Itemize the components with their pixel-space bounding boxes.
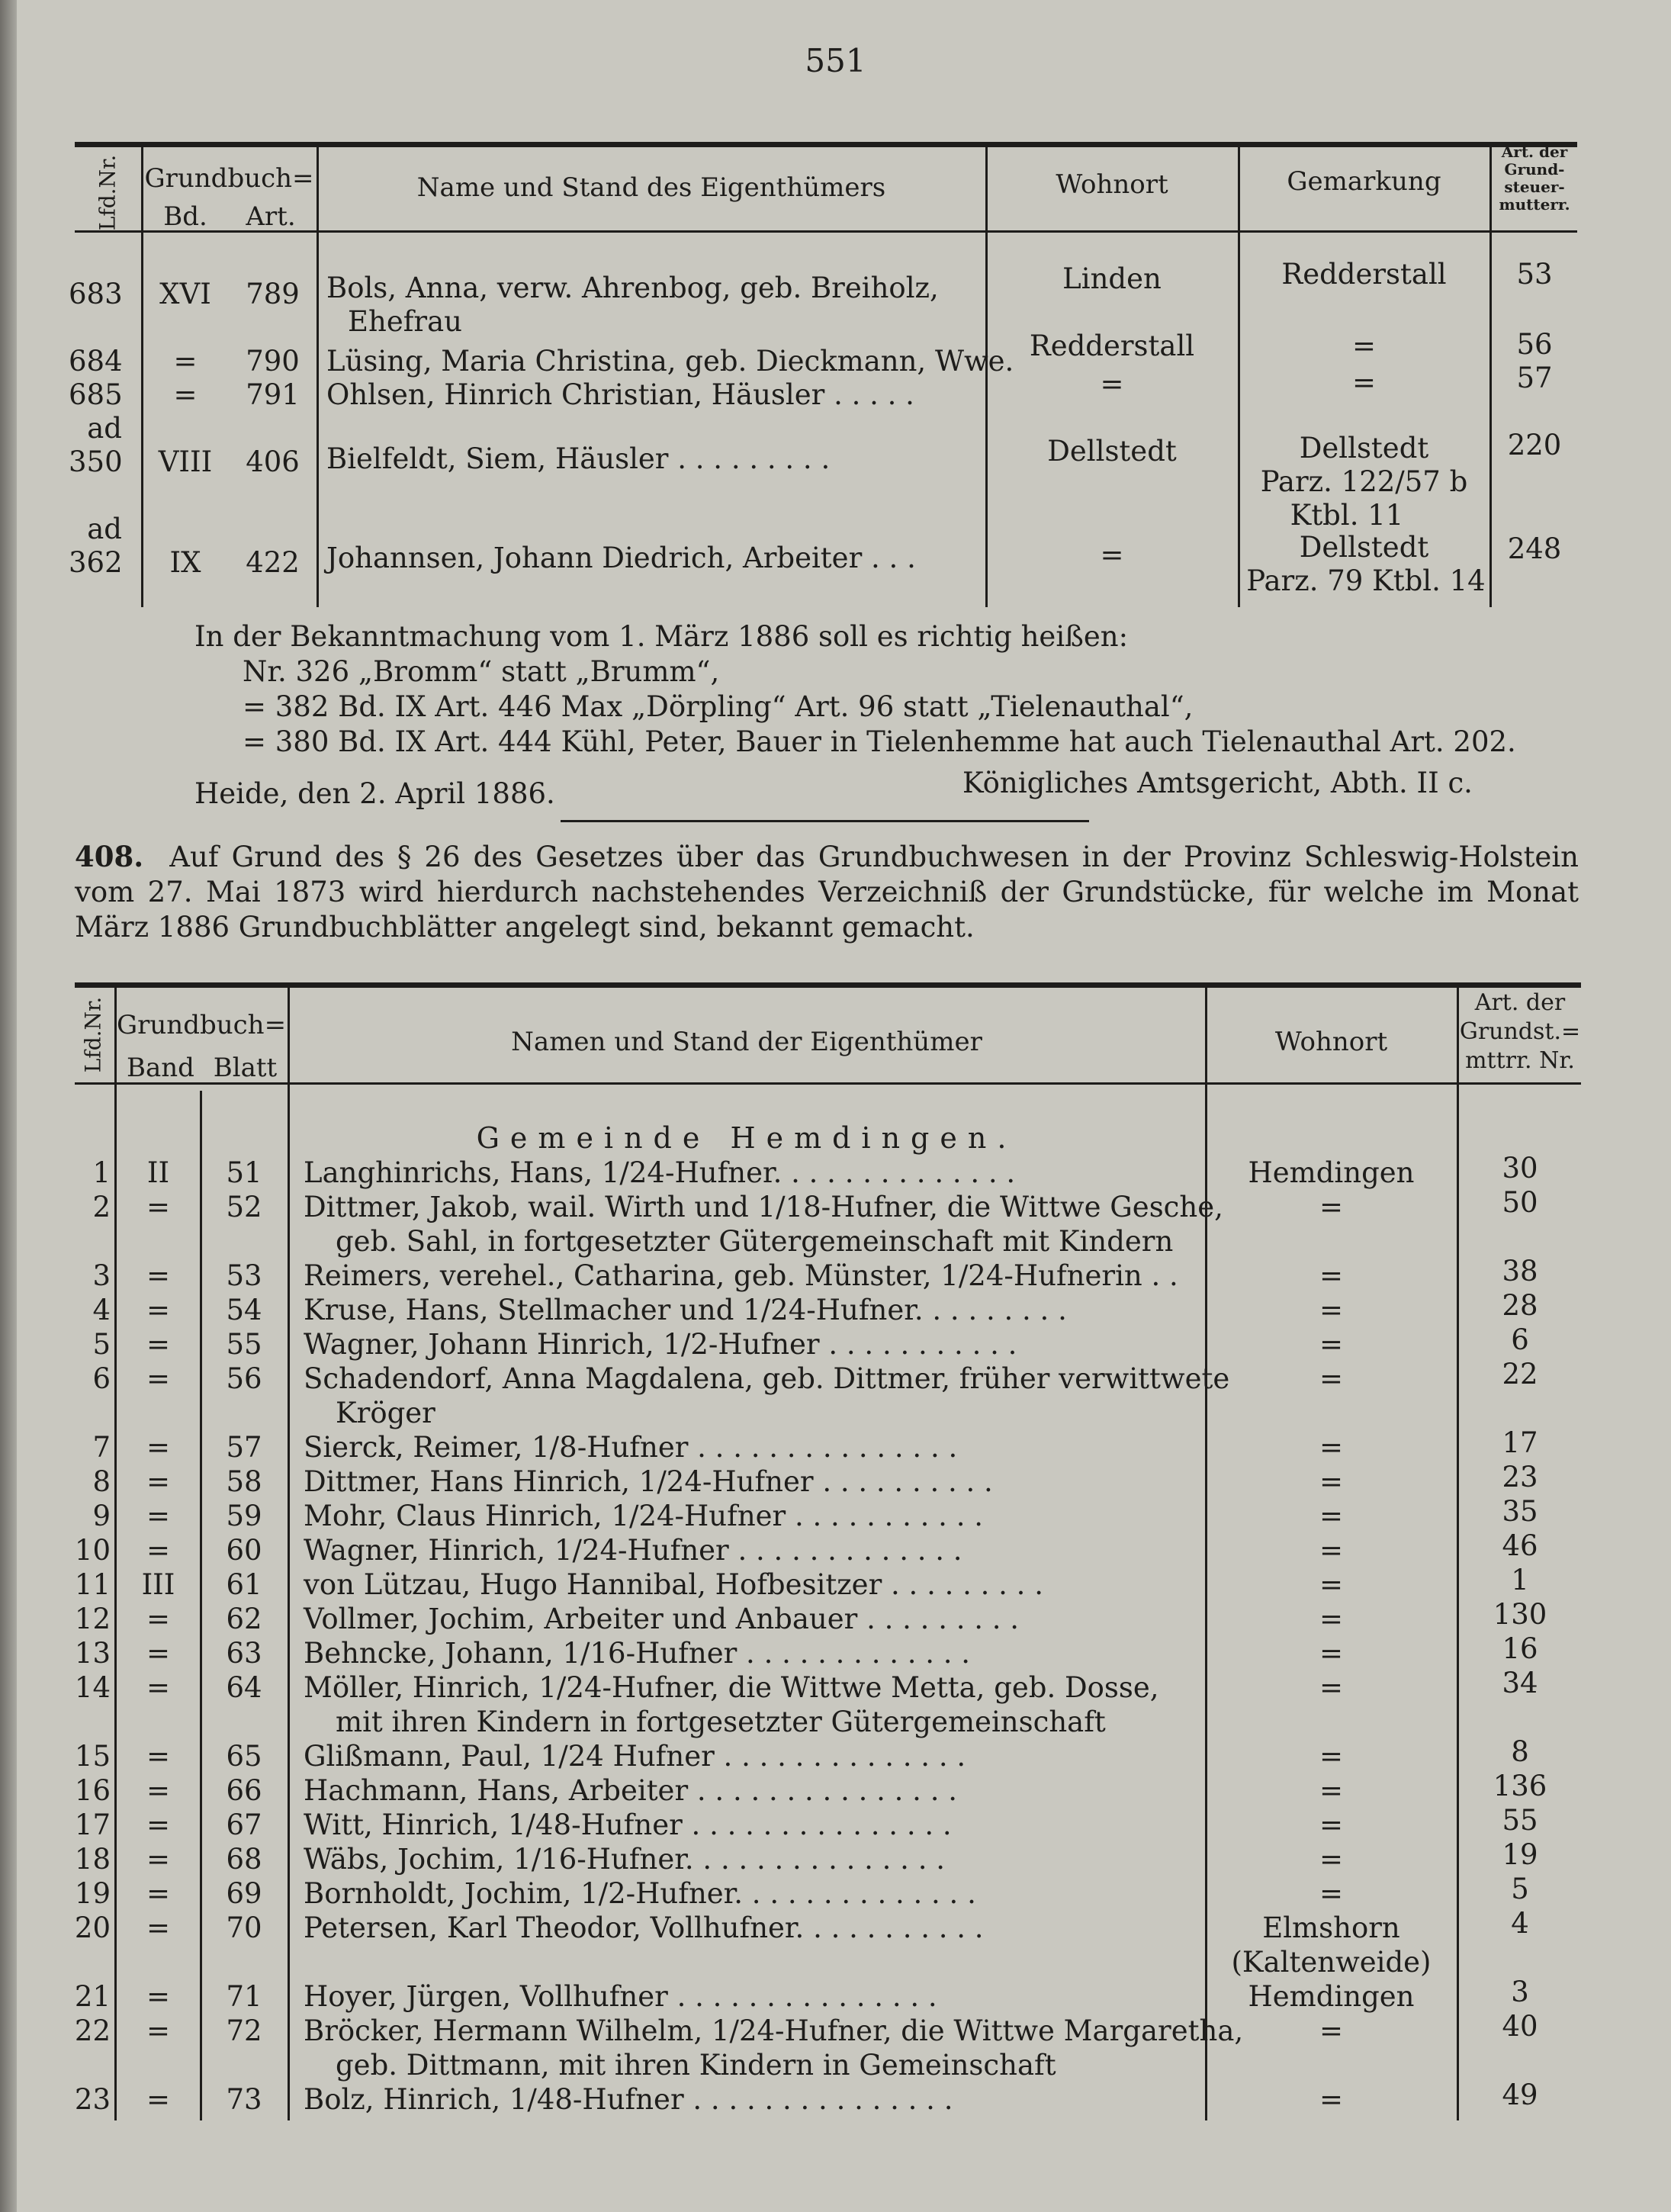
t2-row-blatt: 69 xyxy=(226,1877,262,1910)
t2-row-blatt: 59 xyxy=(226,1500,262,1532)
t1-header-art: Art. xyxy=(246,201,296,232)
t2-row-nr: 10 xyxy=(74,1534,111,1567)
t1-row-nr: 685 xyxy=(69,378,123,411)
t1-row-nr: 683 xyxy=(69,278,123,310)
table-1-top-rule xyxy=(75,142,1577,147)
t1-row-art: 790 xyxy=(246,345,300,378)
t2-row-name: Mohr, Claus Hinrich, 1/24-Hufner . . . . . . . . . . . xyxy=(304,1500,983,1532)
t1-row-gemarkung-parzelle: Parz. 122/57 b xyxy=(1260,465,1468,498)
t2-row-name: Wagner, Johann Hinrich, 1/2-Hufner . . . . . . . . . . . xyxy=(304,1328,1017,1361)
t2-row-band: = xyxy=(146,1294,170,1326)
t1-row-wohnort: = xyxy=(1100,368,1124,400)
t1-row-art: 791 xyxy=(246,378,300,411)
t2-row-name: Hoyer, Jürgen, Vollhufner . . . . . . . . . . . . . . . xyxy=(304,1980,937,2013)
t1-row-bd: VIII xyxy=(158,445,213,478)
book-spine-shadow xyxy=(0,0,17,2212)
t2-row-nr: 3 xyxy=(92,1259,111,1292)
t1-row-name: Bielfeldt, Siem, Häusler . . . . . . . . . xyxy=(326,442,831,475)
t2-row-name: Bornholdt, Jochim, 1/2-Hufner. . . . . . . . . . . . . . xyxy=(304,1877,976,1910)
t1-row-art: 406 xyxy=(246,445,300,478)
t2-row-blatt: 58 xyxy=(226,1465,262,1498)
t2-header-art-2: Grundst.= xyxy=(1459,1018,1581,1045)
t2-row-blatt: 70 xyxy=(226,1911,262,1944)
t2-row-wohnort: = xyxy=(1319,2083,1343,2116)
t1-row-ad: ad xyxy=(87,412,122,445)
t2-row-art: 49 xyxy=(1502,2079,1538,2111)
t1-row-wohnort: = xyxy=(1100,539,1124,571)
t2-row-wohnort: Hemdingen xyxy=(1248,1980,1415,2013)
t2-row-band: = xyxy=(146,1431,170,1464)
t2-row-name: Bolz, Hinrich, 1/48-Hufner . . . . . . . . . . . . . . . xyxy=(304,2083,953,2116)
t2-row-art: 19 xyxy=(1502,1838,1538,1871)
t2-row-blatt: 65 xyxy=(226,1740,262,1773)
t2-row-band: = xyxy=(146,1500,170,1532)
t2-row-nr: 17 xyxy=(74,1809,111,1841)
t2-row-nr: 15 xyxy=(74,1740,111,1773)
table-2-top-rule xyxy=(75,982,1581,988)
t2-row-blatt: 73 xyxy=(226,2083,262,2116)
t2-row-band: = xyxy=(146,2014,170,2047)
t2-row-band: = xyxy=(146,1877,170,1910)
section-heading-gemeinde: Gemeinde Hemdingen. xyxy=(476,1121,1017,1155)
t2-row-blatt: 53 xyxy=(226,1259,262,1292)
t2-row-blatt: 51 xyxy=(226,1156,262,1189)
t2-row-art: 130 xyxy=(1493,1598,1547,1631)
t2-row-nr: 20 xyxy=(74,1911,111,1944)
t2-row-name-cont: mit ihren Kindern in fortgesetzter Gütergemeinschaft xyxy=(336,1706,1106,1738)
t2-row-band: = xyxy=(146,1362,170,1395)
t2-header-lfd: Lfd.Nr. xyxy=(80,996,106,1073)
t2-row-nr: 6 xyxy=(92,1362,111,1395)
t1-row-wohnort: Redderstall xyxy=(1029,330,1195,362)
t1-row-gemarkung: Redderstall xyxy=(1281,258,1447,291)
t2-row-wohnort: = xyxy=(1319,1534,1343,1567)
t2-row-art: 30 xyxy=(1502,1152,1538,1185)
t2-row-art: 4 xyxy=(1511,1907,1529,1940)
correction-court: Königliches Amtsgericht, Abth. II c. xyxy=(962,767,1473,799)
t1-row-bd: IX xyxy=(169,546,201,579)
t2-row-blatt: 63 xyxy=(226,1637,262,1670)
t2-row-band: III xyxy=(141,1568,175,1601)
t1-row-gemarkung: Dellstedt xyxy=(1299,432,1429,465)
t2-row-blatt: 68 xyxy=(226,1843,262,1876)
t2-row-wohnort: = xyxy=(1319,1603,1343,1635)
t2-row-wohnort: = xyxy=(1319,1740,1343,1773)
t2-row-name: Sierck, Reimer, 1/8-Hufner . . . . . . . . . . . . . . . xyxy=(304,1431,958,1464)
t1-header-bd: Bd. xyxy=(163,201,207,232)
t2-row-name: von Lützau, Hugo Hannibal, Hofbesitzer . . . . . . . . . xyxy=(304,1568,1043,1601)
t2-row-name: Vollmer, Jochim, Arbeiter und Anbauer . . . . . . . . . xyxy=(304,1603,1020,1635)
correction-line: = 380 Bd. IX Art. 444 Kühl, Peter, Bauer in Tielenhemme hat auch Tielenauthal Art. 202. xyxy=(243,725,1516,758)
t2-row-blatt: 64 xyxy=(226,1671,262,1704)
t2-header-wohnort: Wohnort xyxy=(1274,1027,1388,1057)
t2-row-art: 22 xyxy=(1502,1358,1538,1391)
t2-row-nr: 22 xyxy=(74,2014,111,2047)
t1-row-bd: = xyxy=(173,378,198,411)
t2-row-band: = xyxy=(146,1191,170,1223)
t2-row-wohnort: = xyxy=(1319,1843,1343,1876)
t2-row-blatt: 72 xyxy=(226,2014,262,2047)
t1-row-nr: 362 xyxy=(69,546,123,579)
t2-row-band: = xyxy=(146,1980,170,2013)
t2-row-band: = xyxy=(146,1774,170,1807)
section-separator xyxy=(561,820,1089,822)
t2-row-wohnort: = xyxy=(1319,1362,1343,1395)
t1-row-gemarkung-kartenblatt: Ktbl. 11 xyxy=(1290,499,1404,532)
t2-row-band: = xyxy=(146,1911,170,1944)
t2-row-art: 55 xyxy=(1502,1804,1538,1837)
t2-row-blatt: 67 xyxy=(226,1809,262,1841)
t2-row-name: Dittmer, Jakob, wail. Wirth und 1/18-Hufner, die Wittwe Gesche, xyxy=(304,1191,1223,1223)
t2-row-band: = xyxy=(146,1843,170,1876)
t1-header-steuer-1: Art. der xyxy=(1501,143,1568,161)
t2-row-name: Möller, Hinrich, 1/24-Hufner, die Wittwe Metta, geb. Dosse, xyxy=(304,1671,1159,1704)
t1-row-steuer: 220 xyxy=(1507,429,1562,461)
t2-row-wohnort: = xyxy=(1319,1328,1343,1361)
t2-row-band: = xyxy=(146,2083,170,2116)
t1-row-nr: 684 xyxy=(69,345,123,378)
t2-row-band: = xyxy=(146,1637,170,1670)
t2-row-wohnort: = xyxy=(1319,1259,1343,1292)
t2-row-wohnort: = xyxy=(1319,1191,1343,1223)
t2-row-art: 17 xyxy=(1502,1426,1538,1459)
t1-row-gemarkung: = xyxy=(1351,366,1376,399)
t2-row-band: = xyxy=(146,1328,170,1361)
t2-row-name: Hachmann, Hans, Arbeiter . . . . . . . . . . . . . . . xyxy=(304,1774,957,1807)
t2-header-band: Band xyxy=(127,1053,194,1083)
t2-row-art: 1 xyxy=(1511,1564,1529,1596)
t2-header-name: Namen und Stand der Eigenthümer xyxy=(511,1027,982,1057)
table-2-col-divider xyxy=(114,988,117,2120)
t2-row-art: 3 xyxy=(1511,1976,1529,2008)
t2-row-art: 136 xyxy=(1493,1770,1547,1802)
t2-row-blatt: 56 xyxy=(226,1362,262,1395)
t2-row-wohnort: Elmshorn xyxy=(1262,1911,1400,1944)
t2-row-wohnort: = xyxy=(1319,1671,1343,1704)
t2-row-wohnort: = xyxy=(1319,1568,1343,1601)
correction-intro: In der Bekanntmachung vom 1. März 1886 soll es richtig heißen: xyxy=(194,620,1129,653)
t2-row-nr: 2 xyxy=(92,1191,111,1223)
t2-row-name: Langhinrichs, Hans, 1/24-Hufner. . . . . . . . . . . . . . xyxy=(304,1156,1016,1189)
correction-line: = 382 Bd. IX Art. 446 Max „Dörpling“ Art. 96 statt „Tielenauthal“, xyxy=(243,690,1194,723)
t2-row-name-cont: Kröger xyxy=(336,1397,435,1429)
t2-row-nr: 19 xyxy=(74,1877,111,1910)
t2-row-blatt: 57 xyxy=(226,1431,262,1464)
t2-row-blatt: 60 xyxy=(226,1534,262,1567)
t2-row-name-cont: geb. Dittmann, mit ihren Kindern in Gemeinschaft xyxy=(336,2049,1056,2082)
t2-row-nr: 13 xyxy=(74,1637,111,1670)
t2-row-wohnort: = xyxy=(1319,1500,1343,1532)
t1-header-steuer-4: mutterr. xyxy=(1499,195,1570,214)
t2-row-wohnort: = xyxy=(1319,2014,1343,2047)
t2-row-name: Behncke, Johann, 1/16-Hufner . . . . . . . . . . . . . xyxy=(304,1637,971,1670)
t2-row-art: 28 xyxy=(1502,1289,1538,1322)
t2-row-blatt: 66 xyxy=(226,1774,262,1807)
t1-row-art: 422 xyxy=(246,546,300,579)
t2-row-nr: 9 xyxy=(92,1500,111,1532)
t1-row-steuer: 53 xyxy=(1516,258,1553,291)
t2-row-name: Witt, Hinrich, 1/48-Hufner . . . . . . . . . . . . . . . xyxy=(304,1809,952,1841)
t1-row-steuer: 57 xyxy=(1516,362,1553,394)
t1-row-bd: = xyxy=(173,345,198,378)
t2-row-nr: 1 xyxy=(92,1156,111,1189)
t1-row-steuer: 248 xyxy=(1507,532,1562,565)
t2-row-name: Wäbs, Jochim, 1/16-Hufner. . . . . . . . . . . . . . . xyxy=(304,1843,945,1876)
t2-row-nr: 8 xyxy=(92,1465,111,1498)
t1-header-grundbuch: Grundbuch= xyxy=(144,163,314,194)
t2-row-nr: 4 xyxy=(92,1294,111,1326)
t2-row-wohnort: = xyxy=(1319,1294,1343,1326)
t1-header-steuer-3: steuer- xyxy=(1504,178,1565,196)
notice-paragraph xyxy=(75,839,1579,945)
t2-row-nr: 16 xyxy=(74,1774,111,1807)
t2-row-art: 8 xyxy=(1511,1735,1529,1768)
t2-row-nr: 21 xyxy=(74,1980,111,2013)
t2-row-name: Reimers, verehel., Catharina, geb. Münster, 1/24-Hufnerin . . xyxy=(304,1259,1178,1292)
t2-row-art: 38 xyxy=(1502,1255,1538,1288)
t2-row-art: 23 xyxy=(1502,1461,1538,1493)
t2-row-wohnort: = xyxy=(1319,1809,1343,1841)
t2-header-art-1: Art. der xyxy=(1474,989,1566,1016)
t1-row-ad: ad xyxy=(87,513,122,545)
t2-row-name: Bröcker, Hermann Wilhelm, 1/24-Hufner, die Wittwe Margaretha, xyxy=(304,2014,1244,2047)
t1-row-bd: XVI xyxy=(159,278,211,310)
t2-row-art: 16 xyxy=(1502,1632,1538,1665)
t2-row-name: Wagner, Hinrich, 1/24-Hufner . . . . . . . . . . . . . xyxy=(304,1534,962,1567)
t1-row-wohnort: Dellstedt xyxy=(1047,435,1177,468)
t2-row-blatt: 71 xyxy=(226,1980,262,2013)
t1-row-steuer: 56 xyxy=(1516,328,1553,361)
t2-row-blatt: 55 xyxy=(226,1328,262,1361)
t2-header-grundbuch: Grundbuch= xyxy=(117,1010,287,1040)
table-1-col-divider xyxy=(317,147,319,607)
t2-row-name: Glißmann, Paul, 1/24 Hufner . . . . . . . . . . . . . . xyxy=(304,1740,966,1773)
t2-row-name-cont: geb. Sahl, in fortgesetzter Gütergemeinschaft mit Kindern xyxy=(336,1225,1174,1258)
notice-text: Auf Grund des § 26 des Gesetzes über das Grundbuchwesen in der Provinz Schleswig-Holstein vom 27. Mai 1873 wird hierdurch nachstehendes Verzeichniß der Grundstücke, für welche im Monat März 1886 Grundbuchblätter angelegt sind, bekannt gemacht. xyxy=(75,841,1579,944)
t2-row-band: II xyxy=(146,1156,170,1189)
t2-row-nr: 5 xyxy=(92,1328,111,1361)
t2-row-blatt: 54 xyxy=(226,1294,262,1326)
t2-row-band: = xyxy=(146,1465,170,1498)
t1-header-wohnort: Wohnort xyxy=(1056,169,1168,200)
t2-row-nr: 7 xyxy=(92,1431,111,1464)
t2-row-band: = xyxy=(146,1603,170,1635)
table-2-header-rule xyxy=(75,1082,1581,1085)
t1-row-art: 789 xyxy=(246,278,300,310)
t2-row-band: = xyxy=(146,1671,170,1704)
t2-row-wohnort: = xyxy=(1319,1431,1343,1464)
t2-row-wohnort: = xyxy=(1319,1877,1343,1910)
t2-row-name: Kruse, Hans, Stellmacher und 1/24-Hufner. . . . . . . . . xyxy=(304,1294,1067,1326)
t1-row-wohnort: Linden xyxy=(1062,262,1162,295)
t2-row-band: = xyxy=(146,1259,170,1292)
t2-row-blatt: 52 xyxy=(226,1191,262,1223)
table-2-col-divider xyxy=(288,988,290,2120)
t2-row-wohnort: = xyxy=(1319,1637,1343,1670)
t2-row-wohnort: Hemdingen xyxy=(1248,1156,1415,1189)
t2-row-art: 46 xyxy=(1502,1529,1538,1562)
t2-row-name: Petersen, Karl Theodor, Vollhufner. . . . . . . . . . . xyxy=(304,1911,984,1944)
t1-row-gemarkung: = xyxy=(1351,330,1376,362)
t2-row-nr: 12 xyxy=(74,1603,111,1635)
t1-row-name: Johannsen, Johann Diedrich, Arbeiter . . . xyxy=(326,542,916,574)
t2-row-band: = xyxy=(146,1534,170,1567)
correction-line: Nr. 326 „Bromm“ statt „Brumm“, xyxy=(243,655,720,688)
t2-row-blatt: 61 xyxy=(226,1568,262,1601)
t2-header-blatt: Blatt xyxy=(213,1053,278,1083)
t2-row-art: 50 xyxy=(1502,1186,1538,1219)
t2-row-nr: 14 xyxy=(74,1671,111,1704)
t2-row-nr: 23 xyxy=(74,2083,111,2116)
table-2-col-divider xyxy=(200,1091,202,2120)
t1-header-lfd: Lfd.Nr. xyxy=(95,154,121,231)
t2-row-wohnort: = xyxy=(1319,1465,1343,1498)
t2-row-band: = xyxy=(146,1740,170,1773)
t1-row-gemarkung: Dellstedt xyxy=(1299,531,1429,564)
t2-header-art-3: mttrr. Nr. xyxy=(1465,1047,1575,1074)
t2-row-art: 35 xyxy=(1502,1495,1538,1528)
t2-row-art: 40 xyxy=(1502,2010,1538,2043)
notice-number: 408. xyxy=(75,840,144,873)
t2-row-band: = xyxy=(146,1809,170,1841)
t1-header-gemarkung: Gemarkung xyxy=(1287,166,1441,197)
t2-row-nr: 18 xyxy=(74,1843,111,1876)
t2-row-blatt: 62 xyxy=(226,1603,262,1635)
t2-row-name: Schadendorf, Anna Magdalena, geb. Dittmer, früher verwittwete xyxy=(304,1362,1230,1395)
t2-row-name: Dittmer, Hans Hinrich, 1/24-Hufner . . . . . . . . . . xyxy=(304,1465,993,1498)
t2-row-nr: 11 xyxy=(74,1568,111,1601)
t1-header-name: Name und Stand des Eigenthümers xyxy=(416,172,886,203)
correction-place-date: Heide, den 2. April 1886. xyxy=(194,777,555,810)
page-number: 551 xyxy=(805,42,866,79)
t2-row-wohnort: = xyxy=(1319,1774,1343,1807)
t2-row-art: 5 xyxy=(1511,1873,1529,1905)
t2-row-art: 6 xyxy=(1511,1323,1529,1356)
t2-row-art: 34 xyxy=(1502,1667,1538,1699)
t1-row-name: Ohlsen, Hinrich Christian, Häusler . . . . . xyxy=(326,378,914,411)
t2-row-wohnort-cont: (Kaltenweide) xyxy=(1231,1946,1432,1979)
t1-row-name: Lüsing, Maria Christina, geb. Dieckmann, Wwe. xyxy=(326,345,1014,378)
t1-header-steuer-2: Grund- xyxy=(1504,160,1565,178)
t1-row-nr: 350 xyxy=(69,445,123,478)
t1-row-gemarkung-parzelle: Parz. 79 Ktbl. 14 xyxy=(1246,564,1486,597)
t1-row-name: Bols, Anna, verw. Ahrenbog, geb. Breiholz, Ehefrau xyxy=(326,272,939,338)
